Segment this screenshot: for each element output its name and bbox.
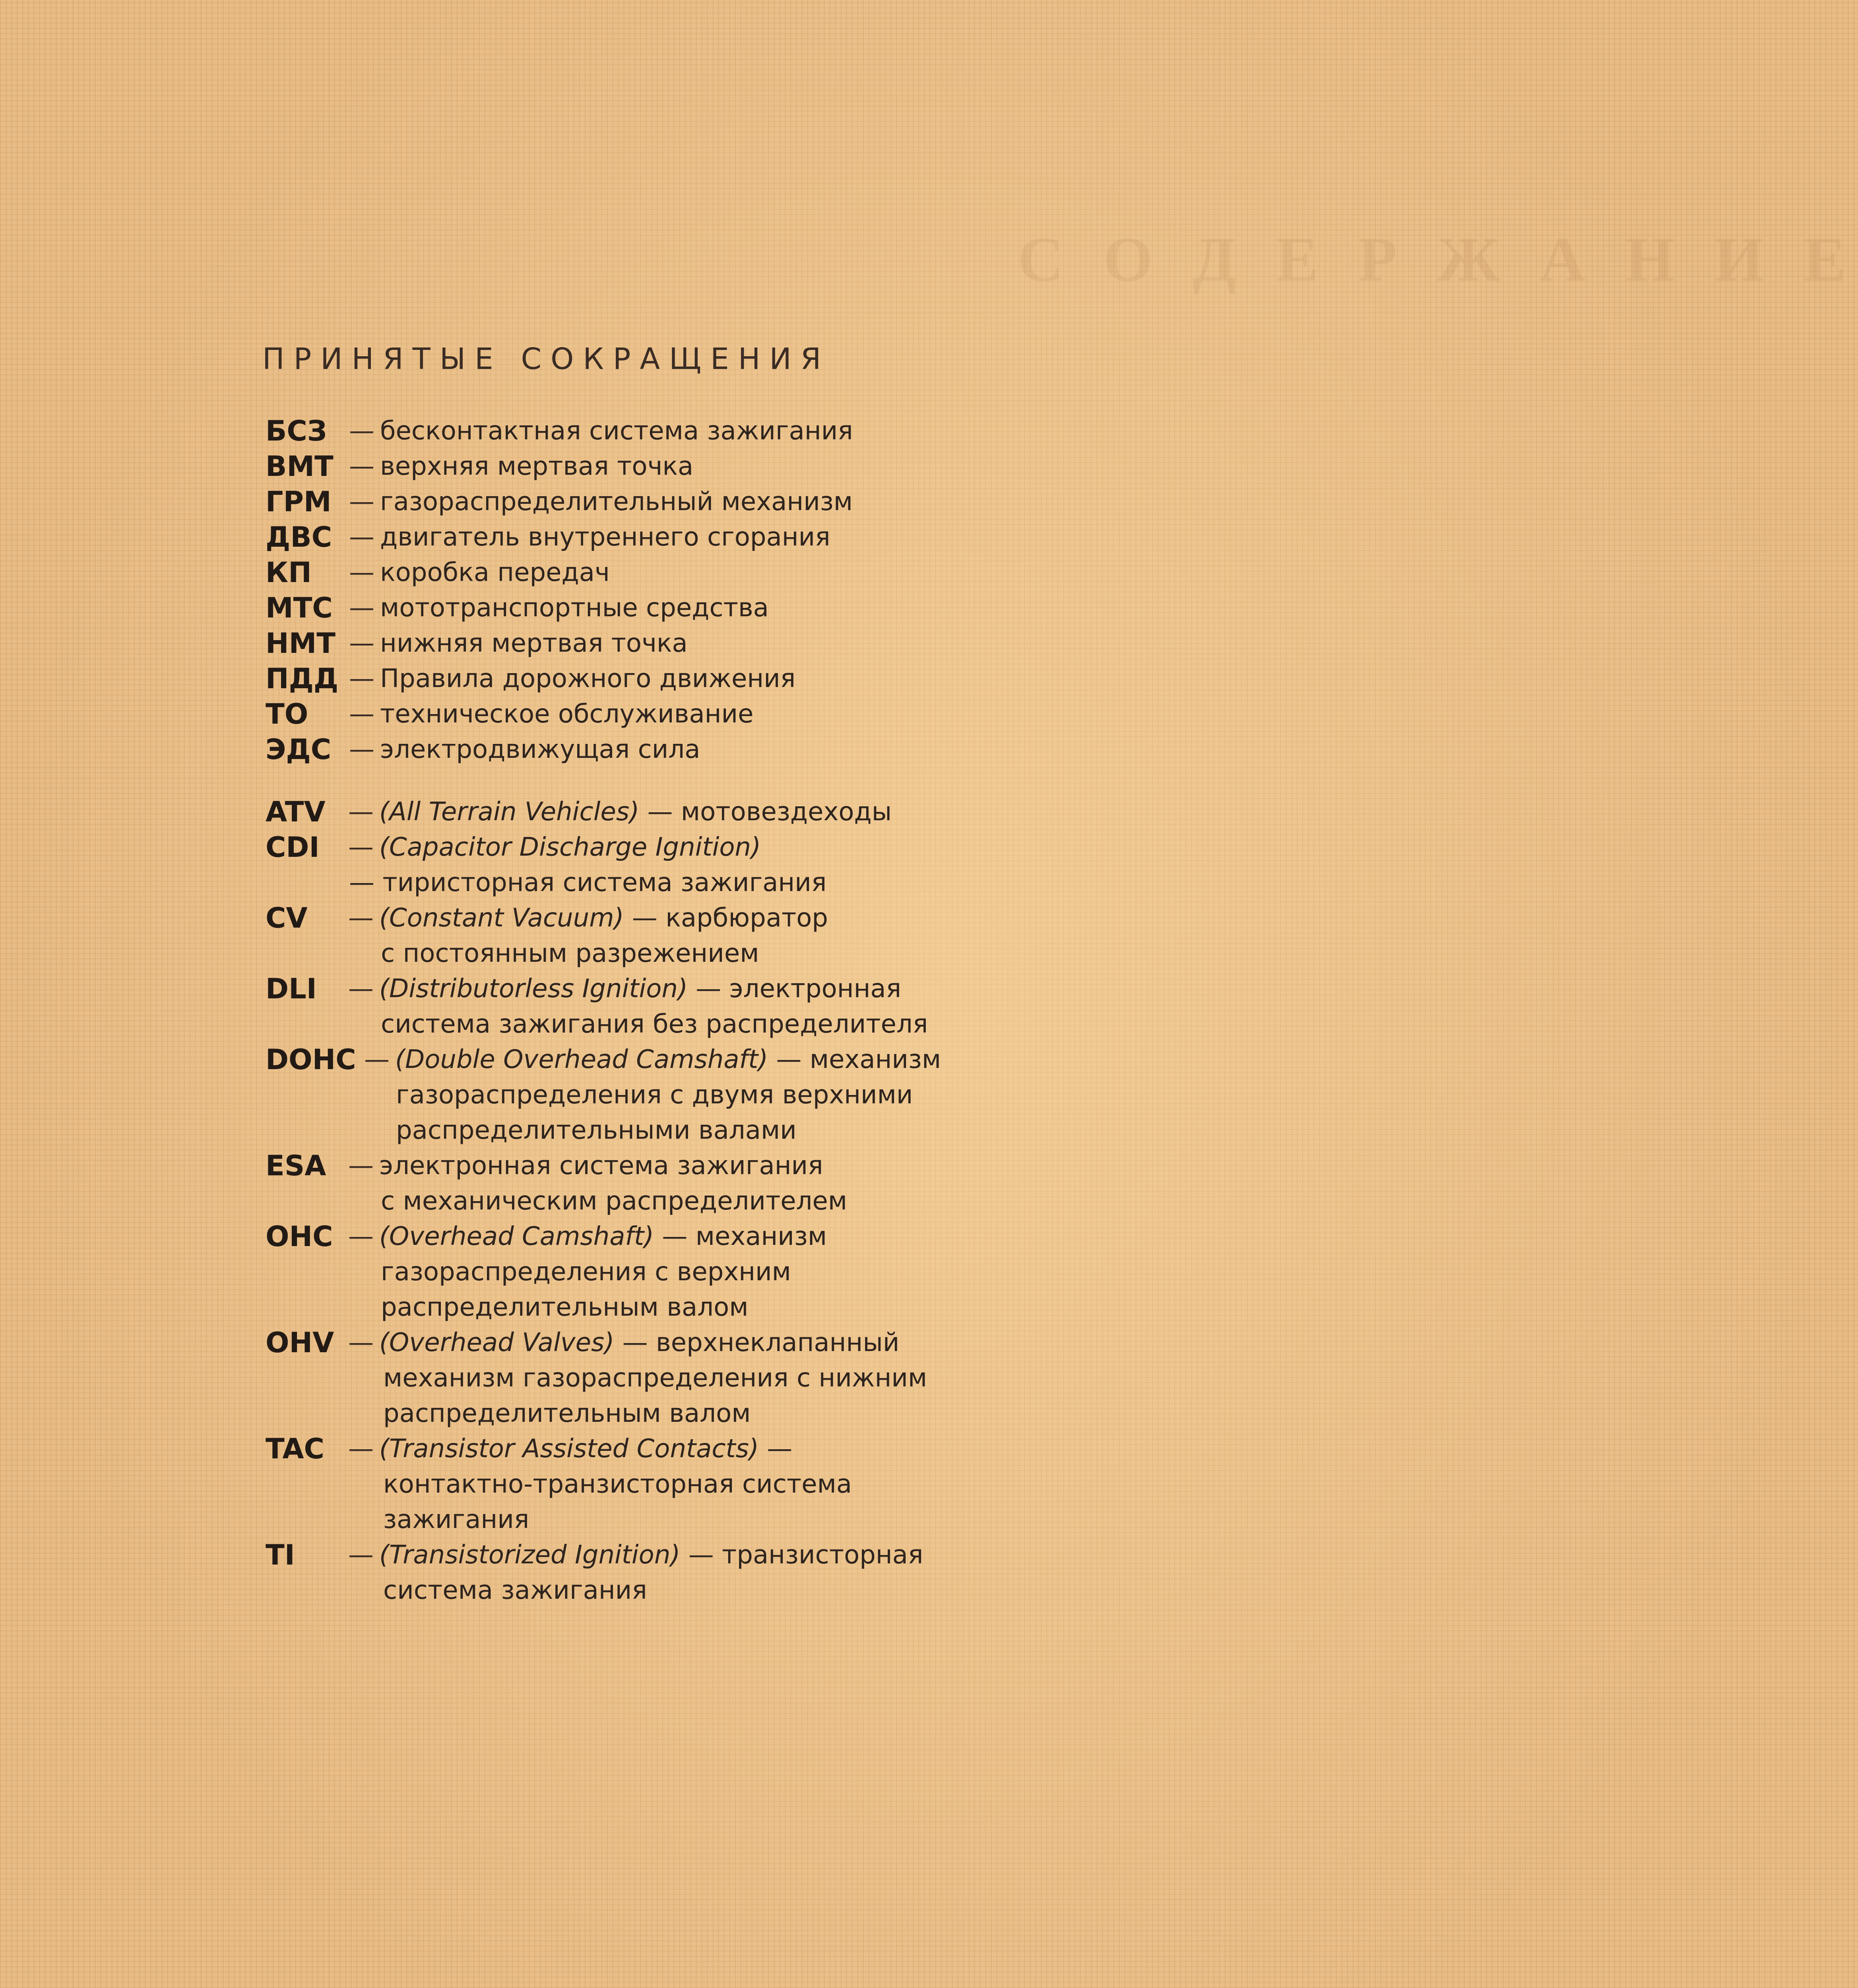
abbreviation-definition: Правила дорожного движения bbox=[380, 664, 796, 693]
abbreviation-term: DLI bbox=[266, 973, 317, 1005]
english-term: (Transistorized Ignition) bbox=[379, 1540, 681, 1570]
abbreviation-definition bbox=[379, 1148, 823, 1184]
definition-continuation: распределительным валом bbox=[383, 1399, 751, 1428]
abbreviation-term: OHV bbox=[266, 1326, 334, 1359]
definition-continuation: распределительными валами bbox=[396, 1116, 797, 1145]
dash-separator: — bbox=[349, 699, 374, 729]
dash-separator: — bbox=[349, 664, 374, 693]
abbreviation-definition: мототранспортные средства bbox=[380, 593, 769, 623]
dash-separator: — bbox=[349, 452, 374, 481]
definition-continuation: зажигания bbox=[383, 1505, 529, 1534]
dash-separator: — bbox=[348, 903, 374, 933]
definition-text: механизм bbox=[809, 1045, 941, 1074]
english-term: (Overhead Camshaft) bbox=[379, 1222, 654, 1251]
dash-separator: — bbox=[349, 558, 374, 587]
dash-separator: — bbox=[348, 1151, 374, 1180]
abbreviation-definition: коробка передач bbox=[380, 558, 610, 587]
abbreviation-term: ESA bbox=[266, 1149, 326, 1182]
abbreviation-definition: техническое обслуживание bbox=[380, 699, 754, 729]
english-term: (All Terrain Vehicles) bbox=[379, 797, 640, 827]
definition-continuation: с постоянным разрежением bbox=[381, 939, 759, 968]
abbreviation-term: БСЗ bbox=[266, 415, 327, 447]
abbreviation-definition: (Overhead Camshaft) — механизм bbox=[379, 1222, 827, 1251]
abbreviation-term: ГРМ bbox=[266, 485, 332, 518]
dash-separator: — bbox=[348, 1222, 374, 1251]
abbreviation-definition: двигатель внутреннего сгорания bbox=[380, 522, 830, 552]
dash-separator: — bbox=[348, 1540, 374, 1570]
abbreviation-term: НМТ bbox=[266, 627, 336, 660]
abbreviation-term: OHC bbox=[266, 1220, 333, 1253]
definition-continuation: газораспределения с двумя верхними bbox=[396, 1080, 913, 1110]
dash-separator: — bbox=[348, 1328, 374, 1357]
abbreviation-definition: нижняя мертвая точка bbox=[380, 629, 688, 658]
english-term: (Distributorless Ignition) bbox=[379, 974, 688, 1004]
definition-text: электронная система зажигания bbox=[379, 1151, 823, 1180]
abbreviation-term: ВМТ bbox=[266, 450, 334, 483]
dash-separator: — bbox=[349, 487, 374, 516]
abbreviation-term: ДВС bbox=[266, 521, 332, 553]
definition-continuation: механизм газораспределения с нижним bbox=[383, 1363, 927, 1393]
abbreviation-term: МТС bbox=[266, 592, 333, 624]
definition-text: карбюратор bbox=[665, 903, 828, 933]
english-term: (Double Overhead Camshaft) bbox=[395, 1045, 768, 1074]
abbreviation-definition: (Distributorless Ignition) — электронная bbox=[379, 974, 902, 1004]
abbreviation-definition: (Transistorized Ignition) — транзисторная bbox=[379, 1540, 923, 1570]
dash-separator: — bbox=[364, 1045, 390, 1074]
abbreviation-definition: верхняя мертвая точка bbox=[380, 452, 694, 481]
dash-separator: — bbox=[348, 833, 374, 862]
abbreviation-definition: (Double Overhead Camshaft) — механизм bbox=[395, 1045, 941, 1074]
abbreviation-term: TI bbox=[266, 1539, 295, 1571]
dash-separator: — bbox=[348, 974, 374, 1004]
english-term: (Capacitor Discharge Ignition) bbox=[379, 833, 761, 862]
dash-separator: — bbox=[349, 593, 374, 623]
definition-text: мотовездеходы bbox=[681, 797, 892, 827]
abbreviation-term: ЭДС bbox=[266, 733, 332, 766]
abbreviation-term: DOHC bbox=[266, 1043, 356, 1076]
abbreviation-definition bbox=[379, 830, 761, 865]
definition-continuation: система зажигания без распределителя bbox=[381, 1010, 928, 1039]
english-term: (Overhead Valves) bbox=[379, 1328, 615, 1357]
dash-separator: — bbox=[349, 416, 374, 446]
definition-continuation: контактно-транзисторная система bbox=[383, 1470, 852, 1499]
dash-separator: — bbox=[349, 735, 374, 764]
dash-separator: — bbox=[348, 797, 374, 827]
abbreviation-term: ПДД bbox=[266, 662, 339, 695]
dash-separator: — bbox=[349, 629, 374, 658]
abbreviation-definition: газораспределительный механизм bbox=[380, 487, 853, 516]
definition-continuation: — тиристорная система зажигания bbox=[349, 868, 827, 897]
abbreviation-term: ATV bbox=[266, 796, 326, 828]
abbreviation-definition: (Transistor Assisted Contacts) — bbox=[379, 1434, 793, 1464]
abbreviation-term: ТО bbox=[266, 698, 308, 730]
abbreviation-definition: бесконтактная система зажигания bbox=[380, 416, 853, 446]
dash-separator: — bbox=[349, 522, 374, 552]
definition-text: электронная bbox=[729, 974, 902, 1004]
english-term: (Transistor Assisted Contacts) bbox=[379, 1434, 759, 1464]
abbreviation-term: КП bbox=[266, 556, 312, 589]
definition-continuation: система зажигания bbox=[383, 1576, 647, 1605]
definition-text: механизм bbox=[695, 1222, 827, 1251]
english-term: (Constant Vacuum) bbox=[379, 903, 624, 933]
abbreviation-definition: электродвижущая сила bbox=[380, 735, 700, 764]
abbreviation-term: CV bbox=[266, 902, 308, 934]
definition-continuation: газораспределения с верхним bbox=[381, 1257, 791, 1287]
abbreviation-definition: (Constant Vacuum) — карбюратор bbox=[379, 903, 828, 933]
definition-continuation: с механическим распределителем bbox=[381, 1186, 848, 1216]
abbreviation-term: CDI bbox=[266, 831, 320, 864]
definition-text: верхнеклапанный bbox=[656, 1328, 900, 1357]
ghost-heading-bleedthrough: С О Д Е Р Ж А Н И Е bbox=[1018, 224, 1858, 295]
definition-continuation: распределительным валом bbox=[381, 1293, 749, 1322]
abbreviation-definition: (Overhead Valves) — верхнеклапанный bbox=[379, 1328, 900, 1357]
page-title: ПРИНЯТЫЕ СОКРАЩЕНИЯ bbox=[262, 342, 830, 376]
abbreviation-term: TAC bbox=[266, 1433, 324, 1465]
abbreviation-definition: (All Terrain Vehicles) — мотовездеходы bbox=[379, 797, 892, 827]
definition-text: транзисторная bbox=[722, 1540, 923, 1570]
dash-separator: — bbox=[348, 1434, 374, 1464]
